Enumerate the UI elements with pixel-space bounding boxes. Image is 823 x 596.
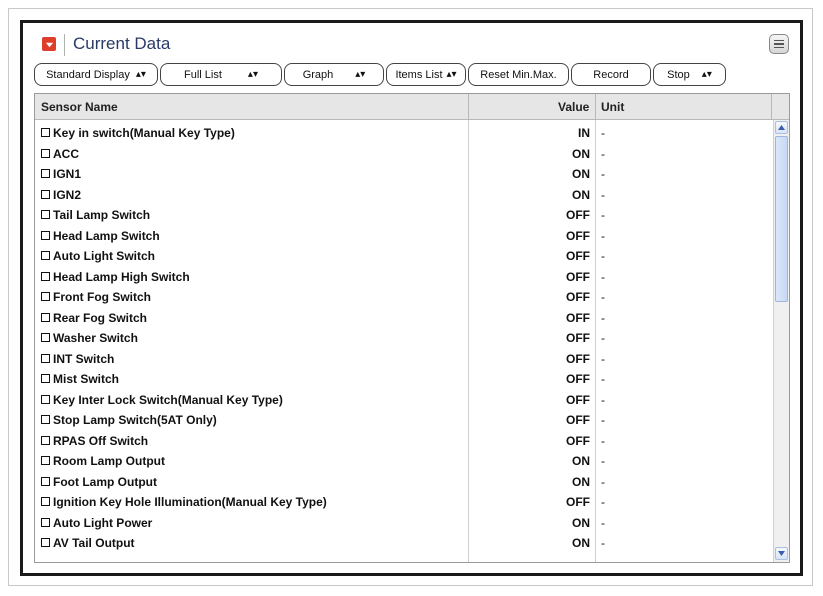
sensor-name: IGN2 [53, 187, 82, 202]
sensor-unit: - [601, 208, 605, 222]
row-checkbox[interactable] [41, 333, 50, 342]
full-list-label: Full List [184, 68, 222, 81]
row-checkbox[interactable] [41, 497, 50, 506]
sensor-unit: - [601, 515, 605, 530]
up-down-arrows-icon: ▴▾ [446, 69, 457, 80]
sensor-unit: - [601, 372, 605, 386]
row-checkbox[interactable] [41, 374, 50, 383]
row-checkbox[interactable] [41, 292, 50, 301]
sensor-value: OFF [566, 249, 590, 263]
collapse-arrow-icon[interactable] [42, 37, 56, 51]
sensor-unit: - [601, 433, 605, 448]
table-row[interactable] [35, 411, 773, 432]
items-list-select[interactable] [386, 63, 466, 86]
record-label: Record [593, 68, 629, 81]
sensor-data-table [34, 93, 790, 563]
vertical-scrollbar[interactable] [773, 120, 789, 562]
table-row[interactable] [35, 309, 773, 330]
row-checkbox[interactable] [41, 210, 50, 219]
sensor-value: OFF [566, 269, 590, 284]
table-row[interactable] [35, 350, 773, 371]
sensor-unit: - [601, 331, 605, 345]
sensor-unit: - [601, 310, 605, 325]
row-checkbox[interactable] [41, 538, 50, 547]
row-checkbox[interactable] [41, 313, 50, 322]
table-row[interactable] [35, 124, 773, 145]
reset-min-max-button[interactable] [468, 63, 569, 86]
sensor-name: Auto Light Power [53, 515, 153, 530]
sensor-unit: - [601, 290, 605, 304]
sensor-value: ON [572, 167, 590, 181]
table-row[interactable] [35, 186, 773, 207]
sensor-unit: - [601, 351, 605, 366]
table-row[interactable] [35, 165, 773, 186]
sensor-name: Mist Switch [53, 372, 120, 386]
sensor-name: Foot Lamp Output [53, 474, 157, 489]
sensor-unit: - [601, 392, 605, 407]
table-row[interactable] [35, 534, 773, 555]
graph-label: Graph [302, 68, 334, 81]
stop-select[interactable] [653, 63, 726, 86]
title-separator [64, 34, 65, 56]
row-checkbox[interactable] [41, 149, 50, 158]
table-row[interactable] [35, 391, 773, 412]
sensor-value: ON [572, 536, 590, 550]
row-checkbox[interactable] [41, 190, 50, 199]
row-checkbox[interactable] [41, 128, 50, 137]
sensor-name: AV Tail Output [53, 536, 135, 550]
sensor-name: Room Lamp Output [53, 454, 165, 468]
row-checkbox[interactable] [41, 395, 50, 404]
sensor-name: Key Inter Lock Switch(Manual Key Type) [53, 392, 283, 407]
table-row[interactable] [35, 247, 773, 268]
sensor-name: IGN1 [53, 167, 82, 181]
sensor-unit: - [601, 474, 605, 489]
up-down-arrows-icon: ▴▾ [355, 69, 366, 80]
sensor-value: OFF [566, 495, 590, 509]
sensor-value: OFF [566, 413, 590, 427]
stop-label: Stop [667, 68, 690, 81]
table-header [35, 94, 789, 120]
sensor-unit: - [601, 228, 605, 243]
sensor-value: ON [572, 474, 590, 489]
sensor-value: OFF [566, 392, 590, 407]
sensor-name: RPAS Off Switch [53, 433, 149, 448]
items-list-label: Items List [395, 68, 443, 81]
sensor-value: OFF [566, 331, 590, 345]
sensor-value: OFF [566, 351, 590, 366]
sensor-unit: - [601, 126, 605, 140]
sensor-value: ON [572, 454, 590, 468]
table-row[interactable] [35, 288, 773, 309]
sensor-name: Auto Light Switch [53, 249, 155, 263]
sensor-unit: - [601, 413, 605, 427]
sensor-name: Key in switch(Manual Key Type) [53, 126, 235, 140]
menu-icon[interactable] [769, 34, 789, 54]
row-checkbox[interactable] [41, 415, 50, 424]
sensor-unit: - [601, 167, 605, 181]
table-row[interactable] [35, 206, 773, 227]
sensor-name: ACC [53, 146, 79, 161]
standard-display-label: Standard Display [46, 68, 130, 81]
table-row[interactable] [35, 432, 773, 453]
up-down-arrows-icon: ▴▾ [701, 69, 712, 80]
row-checkbox[interactable] [41, 436, 50, 445]
table-row[interactable] [35, 493, 773, 514]
sensor-value: OFF [566, 372, 590, 386]
row-checkbox[interactable] [41, 456, 50, 465]
scroll-up-icon[interactable] [775, 121, 788, 134]
column-header-unit[interactable]: Unit [601, 100, 625, 114]
up-down-arrows-icon: ▴▾ [135, 69, 146, 80]
sensor-unit: - [601, 269, 605, 284]
current-data-panel [20, 20, 803, 576]
sensor-value: OFF [566, 208, 590, 222]
table-row[interactable] [35, 452, 773, 473]
row-checkbox[interactable] [41, 251, 50, 260]
row-checkbox[interactable] [41, 272, 50, 281]
row-checkbox[interactable] [41, 477, 50, 486]
full-list-select[interactable] [160, 63, 282, 86]
sensor-name: Tail Lamp Switch [53, 208, 151, 222]
table-row[interactable] [35, 370, 773, 391]
scrollbar-thumb[interactable] [775, 136, 788, 302]
panel-title: Current Data [73, 34, 171, 53]
up-down-arrows-icon: ▴▾ [247, 69, 258, 80]
sensor-value: ON [572, 146, 590, 161]
reset-min-max-label: Reset Min.Max. [480, 68, 557, 81]
table-row[interactable] [35, 329, 773, 350]
sensor-unit: - [601, 536, 605, 550]
standard-display-select[interactable] [34, 63, 158, 86]
sensor-value: OFF [566, 290, 590, 304]
scroll-down-icon[interactable] [775, 547, 788, 560]
table-row[interactable] [35, 473, 773, 494]
sensor-unit: - [601, 495, 605, 509]
row-checkbox[interactable] [41, 169, 50, 178]
sensor-value: OFF [566, 433, 590, 448]
sensor-value: OFF [566, 310, 590, 325]
record-button[interactable] [571, 63, 651, 86]
sensor-name: INT Switch [53, 351, 115, 366]
sensor-name: Ignition Key Hole Illumination(Manual Key Type) [53, 495, 327, 509]
sensor-name: Stop Lamp Switch(5AT Only) [53, 413, 217, 427]
sensor-name: Head Lamp High Switch [53, 269, 190, 284]
row-checkbox[interactable] [41, 231, 50, 240]
sensor-unit: - [601, 249, 605, 263]
column-header-value[interactable]: Value [558, 100, 590, 114]
row-checkbox[interactable] [41, 518, 50, 527]
sensor-unit: - [601, 146, 605, 161]
sensor-unit: - [601, 187, 605, 202]
sensor-name: Head Lamp Switch [53, 228, 160, 243]
sensor-value: IN [578, 126, 590, 140]
table-row[interactable] [35, 514, 773, 535]
sensor-value: ON [572, 187, 590, 202]
sensor-value: ON [572, 515, 590, 530]
table-body [35, 124, 773, 555]
sensor-name: Front Fog Switch [53, 290, 151, 304]
sensor-value: OFF [566, 228, 590, 243]
table-row[interactable] [35, 145, 773, 166]
table-row[interactable] [35, 268, 773, 289]
sensor-name: Washer Switch [53, 331, 138, 345]
sensor-name: Rear Fog Switch [53, 310, 148, 325]
table-row[interactable] [35, 227, 773, 248]
graph-select[interactable] [284, 63, 384, 86]
column-header-sensor-name[interactable]: Sensor Name [41, 100, 118, 114]
sensor-unit: - [601, 454, 605, 468]
row-checkbox[interactable] [41, 354, 50, 363]
